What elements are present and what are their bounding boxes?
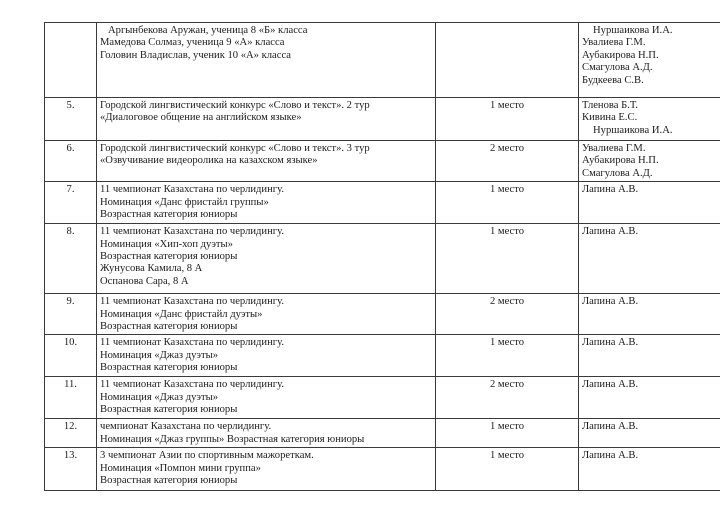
mentor-name: Аубакирова Н.П. <box>582 155 659 167</box>
event-line: Возрастная категория юниоры <box>100 251 238 263</box>
event-line: 11 чемпионат Казахстана по черлидингу. <box>100 379 284 391</box>
event-line: Номинация «Данс фристайл дуэты» <box>100 308 263 320</box>
event-description <box>97 141 436 182</box>
mentor-name: Лапина А.В. <box>582 379 639 391</box>
mentor-name: Тленова Б.Т. <box>582 100 638 111</box>
row-number: 5. <box>45 98 97 141</box>
mentor-name: Будкеева С.В. <box>582 74 644 86</box>
event-description <box>97 335 436 377</box>
event-line: Возрастная категория юниоры <box>100 475 238 487</box>
event-line: Оспанова Сара, 8 А <box>100 275 189 287</box>
event-line: 11 чемпионат Казахстана по черлидингу. <box>100 226 284 238</box>
table-row <box>45 448 720 491</box>
table-row <box>45 224 720 294</box>
mentor-name: Лапина А.В. <box>582 450 639 462</box>
event-line: Возрастная категория юниоры <box>100 362 238 374</box>
event-description <box>97 377 436 419</box>
mentor-name: Лапина А.В. <box>582 296 639 308</box>
table-row <box>45 294 720 335</box>
place-cell: 2 место <box>436 377 579 419</box>
mentor-cell <box>579 182 720 224</box>
event-line: чемпионат Казахстана по черлидингу. <box>100 421 272 433</box>
mentor-name: Лапина А.В. <box>582 184 639 196</box>
event-line: Возрастная категория юниоры <box>100 321 238 333</box>
mentor-name: Лапина А.В. <box>582 337 639 349</box>
mentor-name: Увалиева Г.М. <box>582 37 646 49</box>
event-line: Городской лингвистический конкурс «Слово и текст». 2 тур <box>100 100 370 111</box>
place-cell: 1 место <box>436 224 579 294</box>
mentor-name: Лапина А.В. <box>582 226 639 238</box>
mentor-name: Увалиева Г.М. <box>582 143 646 154</box>
event-description <box>97 224 436 294</box>
event-description <box>97 294 436 335</box>
event-line: «Диалоговое общение на английском языке» <box>100 112 302 124</box>
event-line: 11 чемпионат Казахстана по черлидингу. <box>100 296 284 308</box>
mentor-name: Смагулова А.Д. <box>582 62 653 74</box>
event-line: 11 чемпионат Казахстана по черлидингу. <box>100 337 284 349</box>
table-row <box>45 23 720 98</box>
event-line: Возрастная категория юниоры <box>100 209 238 221</box>
mentor-cell <box>579 224 720 294</box>
place-cell: 2 место <box>436 141 579 182</box>
row-number: 7. <box>45 182 97 224</box>
row-number: 11. <box>45 377 97 419</box>
event-line: Номинация «Данс фристайл группы» <box>100 196 269 208</box>
row-number: 10. <box>45 335 97 377</box>
mentor-cell <box>579 294 720 335</box>
place-cell <box>436 23 579 98</box>
mentor-cell <box>579 23 720 98</box>
event-line: Номинация «Хип-хоп дуэты» <box>100 238 233 250</box>
row-number: 8. <box>45 224 97 294</box>
table-row <box>45 419 720 448</box>
event-description <box>97 98 436 141</box>
awards-table <box>44 22 720 491</box>
mentor-name: Аубакирова Н.П. <box>582 49 659 61</box>
event-line: Аргынбекова Аружан, ученица 8 «Б» класса <box>108 25 308 36</box>
mentor-name: Лапина А.В. <box>582 421 639 433</box>
mentor-cell <box>579 419 720 448</box>
event-line: Головин Владислав, ученик 10 «А» класса <box>100 49 291 61</box>
mentor-name: Нуршаикова И.А. <box>593 25 673 36</box>
place-cell: 1 место <box>436 448 579 491</box>
place-cell: 1 место <box>436 419 579 448</box>
event-description <box>97 448 436 491</box>
mentor-cell <box>579 448 720 491</box>
mentor-name: Смагулова А.Д. <box>582 167 653 179</box>
mentor-cell <box>579 98 720 141</box>
mentor-cell <box>579 377 720 419</box>
event-line: «Озвучивание видеоролика на казахском языке» <box>100 155 318 167</box>
table-row <box>45 377 720 419</box>
event-description <box>97 182 436 224</box>
event-line: Номинация «Джаз дуэты» <box>100 391 219 403</box>
event-line: 11 чемпионат Казахстана по черлидингу. <box>100 184 284 196</box>
table-row <box>45 182 720 224</box>
table-row <box>45 335 720 377</box>
mentor-cell <box>579 141 720 182</box>
event-line: Номинация «Помпон мини группа» <box>100 462 261 474</box>
place-cell: 1 место <box>436 335 579 377</box>
table-row <box>45 141 720 182</box>
event-line: 3 чемпионат Азии по спортивным мажореткам. <box>100 450 314 462</box>
row-number <box>45 23 97 98</box>
row-number: 6. <box>45 141 97 182</box>
row-number: 13. <box>45 448 97 491</box>
mentor-name: Нуршаикова И.А. <box>593 124 673 136</box>
event-line: Номинация «Джаз дуэты» <box>100 349 219 361</box>
place-cell: 2 место <box>436 294 579 335</box>
place-cell: 1 место <box>436 182 579 224</box>
mentor-cell <box>579 335 720 377</box>
event-line: Жунусова Камила, 8 А <box>100 263 203 275</box>
event-description <box>97 419 436 448</box>
place-cell: 1 место <box>436 98 579 141</box>
table-row <box>45 98 720 141</box>
mentor-name: Кивина Е.С. <box>582 112 638 124</box>
event-line: Городской лингвистический конкурс «Слово и текст». 3 тур <box>100 143 370 154</box>
event-line: Номинация «Джаз группы» Возрастная категория юниоры <box>100 433 365 445</box>
event-line: Мамедова Солмаз, ученица 9 «А» класса <box>100 37 285 49</box>
event-line: Возрастная категория юниоры <box>100 404 238 416</box>
row-number: 12. <box>45 419 97 448</box>
event-description <box>97 23 436 98</box>
row-number: 9. <box>45 294 97 335</box>
